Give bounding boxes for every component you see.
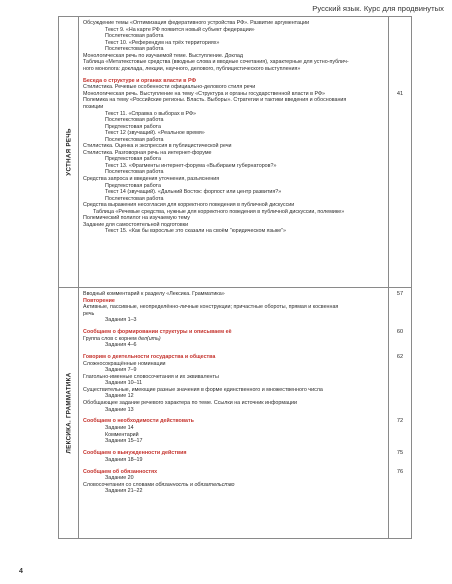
contents-table xyxy=(58,16,412,539)
page-ref-cell xyxy=(389,17,412,288)
content-line: Полемика на тему «Российские регионы. Власть. Выборы». Стратегии и тактики введения и обоснования xyxy=(83,97,347,104)
content-line: позиции xyxy=(83,103,104,110)
subsection-heading: Сообщаем об обязанностях xyxy=(83,468,158,475)
content-line: Задания 15–17 xyxy=(105,438,143,445)
section-label-cell xyxy=(59,288,79,539)
page-ref: 76 xyxy=(396,468,404,475)
content-line: Задания 10–11 xyxy=(105,380,143,387)
content-line: Обобщающее задание речевого характера по теме. Ссылки на источник информации xyxy=(83,399,297,406)
subsection-heading: Сообщаем о необходимости действовать xyxy=(83,418,194,425)
content-line: Глагольно-именные словосочетания и их эквиваленты xyxy=(83,373,219,380)
content-line: Послетекстовая работа xyxy=(105,117,164,124)
content-line: Таблица «Речевые средства, нужные для корректного поведения в публичной дискуссии, полемике» xyxy=(93,208,345,215)
section-lines xyxy=(79,288,388,497)
content-line: Задания 21–22 xyxy=(105,488,143,495)
content-line: Стилистика. Оценка и экспрессия в публицистической речи xyxy=(83,143,232,150)
content-line: Текст 10. «Референдум на трёх территориях» xyxy=(105,39,220,46)
content-line: Текст 11. «Справка о выборах в РФ» xyxy=(105,110,197,117)
content-line: Задание 12 xyxy=(105,393,134,400)
content-line: Монологическая речь. Выступление на тему «Структура и органы государственной власти в РФ» xyxy=(83,90,326,97)
content-line: Задание для самостоятельной подготовки xyxy=(83,221,189,228)
section-label-cell xyxy=(59,17,79,288)
subsection-heading: Говорим о деятельности государства и общества xyxy=(83,354,216,361)
content-line: Словосочетания со словами обязанность и обязательство xyxy=(83,481,235,488)
content-line: Стилистика. Разговорная речь на интернет-форуме xyxy=(83,149,212,156)
content-line: Задания 1–3 xyxy=(105,317,137,324)
content-line: Вводный комментарий к разделу «Лексика. Грамматика» xyxy=(83,291,225,297)
subsection-heading: Сообщаем о вынужденности действия xyxy=(83,450,187,457)
section-row-oral-speech xyxy=(59,17,412,288)
content-line: Средства выражения несогласия для корректного поведения в публичной дискуссии xyxy=(83,202,295,209)
content-line: Послетекстовая работа xyxy=(105,195,164,202)
page-number: 4 xyxy=(19,568,23,575)
section-content-cell xyxy=(79,17,389,288)
subsection-heading: Сообщаем о формировании структуры и описываем её xyxy=(83,329,232,336)
content-line: Монологическая речь по изучаемой теме. Выступление. Доклад xyxy=(83,52,244,59)
content-line: Таблица «Метатекстовые средства (вводные слова и вводные сочетания), характерные для устно-публич- xyxy=(83,59,349,66)
content-line: Задания 4–6 xyxy=(105,342,137,349)
content-line: речь xyxy=(83,310,95,317)
page-ref: 60 xyxy=(396,329,404,336)
page-ref: 72 xyxy=(396,418,404,425)
section-label: УСТНАЯ РЕЧЬ xyxy=(65,128,72,176)
content-line: Задания 18–19 xyxy=(105,456,143,463)
page-ref: 75 xyxy=(396,450,404,457)
content-line: Средства запроса и введения уточнения, разъяснения xyxy=(83,175,220,182)
content-line: Послетекстовая работа xyxy=(105,46,164,53)
running-header: Русский язык. Курс для продвинутых xyxy=(312,4,444,13)
content-line: Задание 14 xyxy=(105,425,134,432)
section-label: ЛЕКСИКА. ГРАММАТИКА xyxy=(65,372,72,454)
content-line: Текст 15. «Как бы взрослые это сказали на своём “юридическом языке”» xyxy=(105,228,286,235)
content-line: Обсуждение темы «Оптимизация федеративного устройства РФ». Развитие аргументации xyxy=(83,20,310,26)
section-row-lexis-grammar xyxy=(59,288,412,539)
page-ref: 62 xyxy=(396,354,404,361)
content-line: Предтекстовая работа xyxy=(105,156,161,163)
page-ref: 57 xyxy=(396,291,404,297)
content-line: Текст 14 (звучащий). «Дальний Восток: форпост или центр развития?» xyxy=(105,189,282,196)
section-lines xyxy=(79,17,388,237)
content-line: Послетекстовая работа xyxy=(105,33,164,40)
content-line: Стилистика. Речевые особенности официально-делового стиля речи xyxy=(83,84,256,91)
content-line: Текст 13. «Фрагменты интернет-форума «Выбираем губернаторов?» xyxy=(105,162,277,169)
content-line: Задание 13 xyxy=(105,406,134,413)
page-ref: 41 xyxy=(396,90,404,97)
content-line: ного монолога: доклада, лекции, научного, делового, публицистического выступления» xyxy=(83,65,301,72)
content-line: Предтекстовая работа xyxy=(105,123,161,130)
subsection-heading: Беседа о структуре и органах власти в РФ xyxy=(83,77,197,84)
content-line: Текст 12 (звучащий). «Реальное время» xyxy=(105,130,205,137)
content-line: Активные, пассивные, неопределённо-личные конструкции; причастные обороты, прямая и косвенная xyxy=(83,304,339,311)
content-line: Группа слов с корнем дел(ить) xyxy=(83,335,161,342)
section-content-cell xyxy=(79,288,389,539)
content-line: Предтекстовая работа xyxy=(105,182,161,189)
content-line: Комментарий xyxy=(105,431,139,438)
content-line: Послетекстовая работа xyxy=(105,169,164,176)
content-line: Существительные, имеющие разные значения в форме единственного и множественного числа xyxy=(83,386,323,393)
subsection-heading: Повторение xyxy=(83,297,115,304)
content-line: Сложносокращённые номинации xyxy=(83,360,166,367)
content-line: Полемический полилог на изучаемую тему xyxy=(83,215,190,222)
content-line: Задание 20 xyxy=(105,475,134,482)
content-line: Задания 7–9 xyxy=(105,367,137,374)
content-line: Текст 9. «На карте РФ появится новый субъект федерации» xyxy=(105,26,255,33)
page-ref-cell xyxy=(389,288,412,539)
content-line: Послетекстовая работа xyxy=(105,136,164,143)
